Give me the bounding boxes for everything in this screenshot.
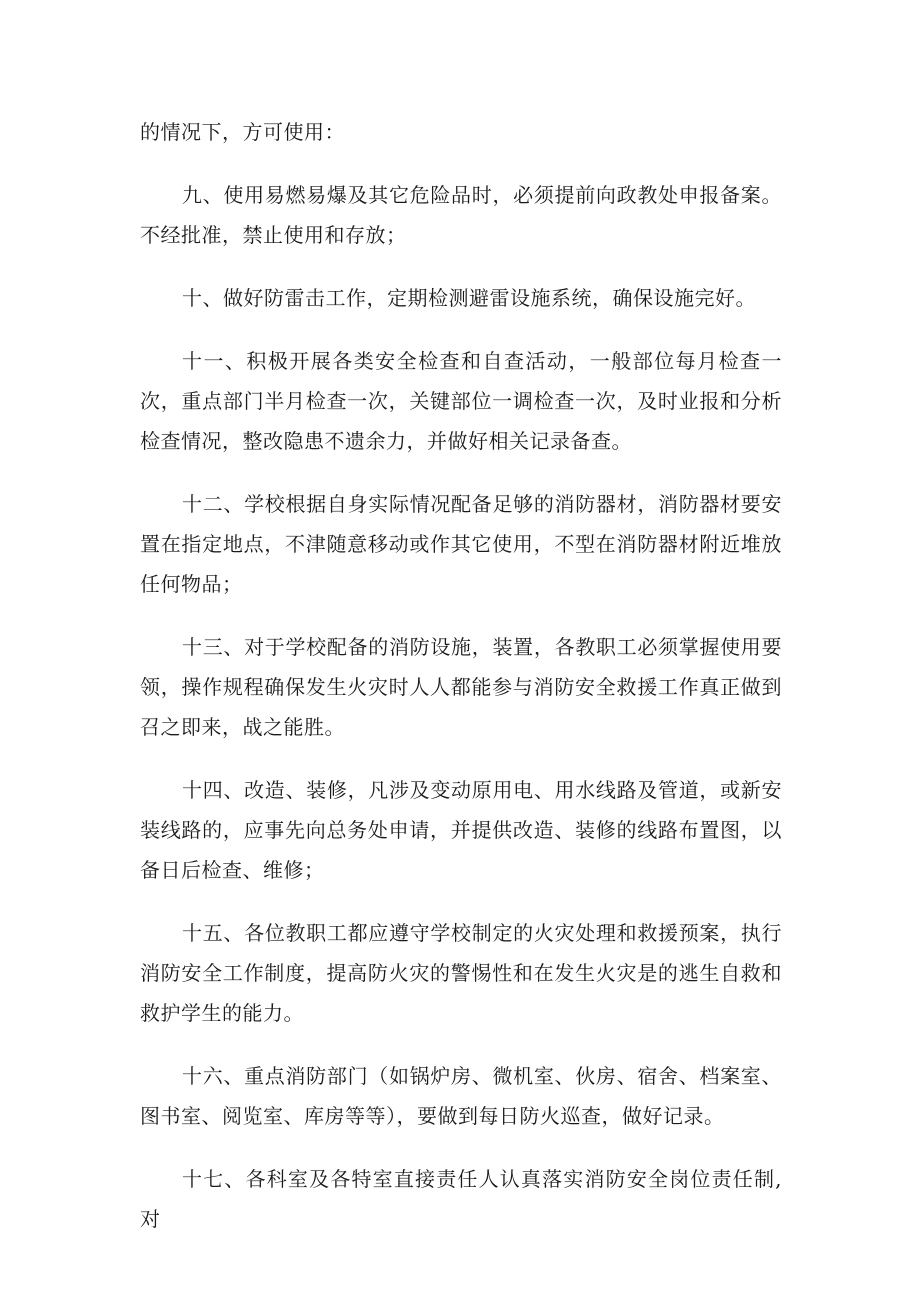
paragraph-item-10: 十、做好防雷击工作，定期检测避雷设施系统，确保设施完好。 [182,286,756,310]
paragraph-item-17: 十七、各科室及各特室直接责任人认真落实消防安全岗位责任制,对 [140,1167,782,1231]
paragraph-item-15: 十五、各位教职工都应遵守学校制定的火灾处理和救援预案，执行消防安全工作制度，提高防火灾的警惕性和在发生火灾是的逃生自救和救护学生的能力。 [140,921,782,1025]
paragraph-item-9: 九、使用易燃易爆及其它危险品时，必须提前向政教处申报备案。不经批准，禁止使用和存放； [140,183,782,247]
paragraph-item-14: 十四、改造、装修，凡涉及变动原用电、用水线路及管道，或新安装线路的，应事先向总务处申请，并提供改造、装修的线路布置图，以备日后检查、维修； [140,778,782,882]
paragraph-item-12: 十二、学校根据自身实际情况配备足够的消防器材，消防器材要安置在指定地点，不津随意移动或作其它使用，不型在消防器材附近堆放任何物品； [140,492,782,596]
paragraph-item-16: 十六、重点消防部门（如锅炉房、微机室、伙房、宿舍、档案室、图书室、阅览室、库房等等），要做到每日防火巡查，做好记录。 [140,1064,782,1128]
paragraph-item-13: 十三、对于学校配备的消防设施，装置，各教职工必须掌握使用要领，操作规程确保发生火灾时人人都能参与消防安全救援工作真正做到召之即来，战之能胜。 [140,635,782,739]
paragraph-continuation: 的情况下，方可使用： [140,120,345,144]
document-body [140,112,782,1239]
paragraph-item-11: 十一、积极开展各类安全检查和自查活动，一般部位每月检查一次，重点部门半月检查一次，关键部位一调检查一次，及时业报和分析检查情况，整改隐患不遗余力，并做好相关记录备查。 [140,349,782,453]
